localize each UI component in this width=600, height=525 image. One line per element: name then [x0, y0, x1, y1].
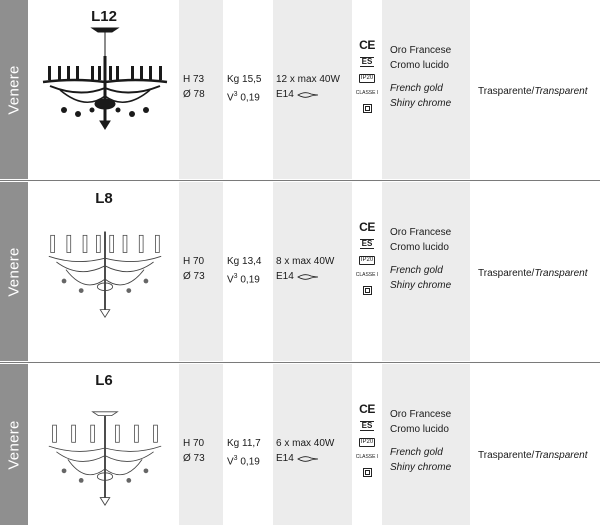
family-sidebar	[0, 0, 28, 179]
certifications	[354, 402, 380, 477]
model-code: L8	[95, 190, 113, 207]
glass-info	[478, 266, 588, 281]
weight-value: Kg 15,5	[227, 74, 262, 85]
glass-info	[478, 448, 588, 463]
volume-exponent: 3	[233, 455, 238, 462]
glass-en: Transparent	[534, 450, 588, 461]
finish-it-2: Cromo lucido	[390, 242, 449, 253]
class-label: CLASSE I	[355, 272, 379, 278]
finish-it-1: Oro Francese	[390, 409, 452, 420]
row-divider	[0, 180, 600, 181]
certifications	[354, 38, 380, 113]
socket-type: E14	[276, 89, 294, 100]
product-row	[0, 182, 600, 361]
volume-row	[227, 87, 261, 105]
finish-en-1: French gold	[390, 265, 443, 276]
es-mark-icon: ES	[361, 57, 373, 66]
glass-it: Trasparente/	[478, 450, 535, 461]
glass-it: Trasparente/	[478, 86, 535, 97]
volume-row	[227, 451, 261, 469]
socket-type: E14	[276, 271, 294, 282]
chandelier-l12-image	[40, 26, 170, 131]
finish-en-2: Shiny chrome	[390, 98, 452, 109]
family-sidebar	[0, 182, 28, 361]
weight-value: Kg 11,7	[227, 438, 261, 449]
volume-value: 0,19	[240, 274, 260, 286]
bulb-power: 6 x max 40W	[276, 438, 335, 449]
volume-value: 0,19	[240, 456, 260, 468]
volume-exponent: 3	[233, 273, 238, 280]
model-code: L6	[95, 372, 113, 389]
weight-value: Kg 13,4	[227, 256, 262, 267]
volume-value: 0,19	[240, 92, 260, 104]
es-mark-icon: ES	[361, 239, 373, 248]
volume-unit: V	[227, 92, 234, 104]
ip-rating-icon: IP20	[360, 439, 374, 445]
socket-type: E14	[276, 453, 294, 464]
finish-info	[390, 407, 451, 475]
height-value: H 70	[183, 256, 205, 267]
glass-info	[478, 84, 588, 99]
finish-it-1: Oro Francese	[390, 227, 452, 238]
finish-info	[390, 225, 451, 293]
candle-bulb-icon	[297, 455, 319, 463]
class-square-icon	[363, 468, 372, 477]
finish-it-2: Cromo lucido	[390, 424, 449, 435]
family-label: Venere	[5, 246, 23, 297]
class-square-icon	[363, 286, 372, 295]
certifications	[354, 220, 380, 295]
finish-info	[390, 43, 451, 111]
class-label: CLASSE I	[355, 90, 379, 96]
finish-it-1: Oro Francese	[390, 45, 452, 56]
height-value: H 70	[183, 438, 205, 449]
chandelier-l8-image	[40, 222, 170, 322]
finish-en-2: Shiny chrome	[390, 280, 452, 291]
family-label: Venere	[5, 64, 23, 115]
ce-mark-icon: CE	[359, 402, 375, 416]
glass-it: Trasparente/	[478, 268, 535, 279]
candle-bulb-icon	[297, 91, 319, 99]
product-row	[0, 364, 600, 525]
family-sidebar	[0, 364, 28, 525]
bulb-power: 12 x max 40W	[276, 74, 340, 85]
volume-exponent: 3	[233, 91, 238, 98]
es-mark-icon: ES	[361, 421, 373, 430]
diameter-value: Ø 73	[183, 453, 205, 464]
glass-en: Transparent	[534, 86, 588, 97]
ip-rating-icon: IP20	[360, 75, 374, 81]
ip-rating-icon: IP20	[360, 257, 374, 263]
glass-en: Transparent	[534, 268, 588, 279]
class-square-icon	[363, 104, 372, 113]
bulb-power: 8 x max 40W	[276, 256, 335, 267]
candle-bulb-icon	[297, 273, 319, 281]
finish-en-2: Shiny chrome	[390, 462, 452, 473]
finish-it-2: Cromo lucido	[390, 60, 449, 71]
volume-row	[227, 269, 261, 287]
height-value: H 73	[183, 74, 205, 85]
family-label: Venere	[5, 419, 23, 470]
diameter-value: Ø 78	[183, 89, 205, 100]
volume-unit: V	[227, 456, 234, 468]
class-label: CLASSE I	[355, 454, 379, 460]
chandelier-l6-image	[40, 408, 170, 508]
finish-en-1: French gold	[390, 447, 443, 458]
ce-mark-icon: CE	[359, 220, 375, 234]
row-divider	[0, 362, 600, 363]
diameter-value: Ø 73	[183, 271, 205, 282]
ce-mark-icon: CE	[359, 38, 375, 52]
model-code: L12	[91, 8, 117, 25]
finish-en-1: French gold	[390, 83, 443, 94]
product-row	[0, 0, 600, 179]
volume-unit: V	[227, 274, 234, 286]
